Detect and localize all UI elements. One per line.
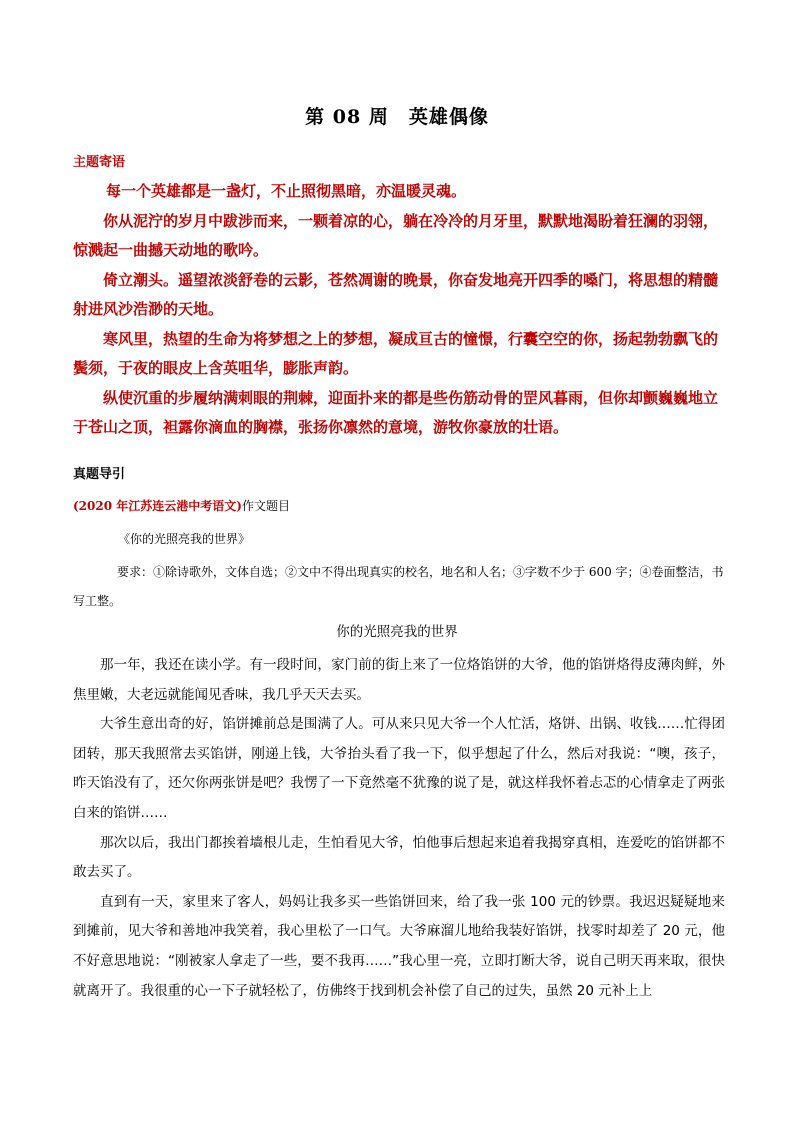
theme-paragraph: 你从泥泞的岁月中跋涉而来，一颗着凉的心，躺在冷冷的月牙里，默默地渴盼着狂澜的羽翎，惊溅起一曲撼天动地的歌吟。 xyxy=(73,211,719,259)
essay-title: 你的光照亮我的世界 xyxy=(336,624,458,640)
theme-section-label: 主题寄语 xyxy=(73,155,126,170)
theme-paragraph: 倚立潮头。遥望浓淡舒卷的云影，苍然凋谢的晚景，你奋发地亮开四季的嗓门，将思想的精髓射进风沙浩渺的天地。 xyxy=(73,270,719,318)
exam-requirements: 要求：①除诗歌外，文体自选；②文中不得出现真实的校名，地名和人名；③字数不少于 600 字；④卷面整洁，书写工整。 xyxy=(73,565,724,608)
page-title xyxy=(0,102,794,129)
week-label: 第 08 周 xyxy=(305,106,389,128)
essay-paragraph: 那次以后，我出门都挨着墙根儿走，生怕看见大爷，怕他事后想起来追着我揭穿真相，连爱吃的馅饼都不敢去买了。 xyxy=(73,834,725,881)
theme-section xyxy=(73,177,723,443)
exam-source xyxy=(73,497,723,514)
essay-paragraph: 直到有一天，家里来了客人，妈妈让我多买一些馅饼回来，给了我一张 100 元的钞票。我迟迟疑疑地来到摊前，见大爷和善地冲我笑着，我心里松了一口气。大爷麻溜儿地给我装好馅饼，找零时却差了 20 元，他不好意思地说：“刚被家人拿走了一些，要不我再……”我心里一亮，立即打断大爷，说自己明天再来取，很快就离开了。我很重的心一下子就轻松了，仿佛终于找到机会补偿了自己的过失，虽然 20 元补上上 xyxy=(73,893,725,999)
exam-prompt-title: 《你的光照亮我的世界》 xyxy=(118,532,251,546)
topic-label: 英雄偶像 xyxy=(408,106,489,128)
theme-paragraph: 每一个英雄都是一盏灯，不止照彻黑暗，亦温暖灵魂。 xyxy=(106,182,467,200)
exam-section-label: 真题导引 xyxy=(73,467,126,482)
exam-source-name: (2020 年江苏连云港中考语文) xyxy=(73,499,242,513)
essay-paragraph: 那一年，我还在读小学。有一段时间，家门前的街上来了一位烙馅饼的大爷，他的馅饼烙得皮薄肉鲜，外焦里嫩，大老远就能闻见香味，我几乎天天去买。 xyxy=(73,657,725,703)
essay-body xyxy=(73,651,725,1006)
exam-source-suffix: 作文题目 xyxy=(241,499,290,513)
essay-paragraph: 大爷生意出奇的好，馅饼摊前总是围满了人。可从来只见大爷一个人忙活，烙饼、出锅、收钱……忙得团团转，那天我照常去买馅饼，刚递上钱，大爷抬头看了我一下，似乎想起了什么，然后对我说：“噢，孩子，昨天馅没有了，还欠你两张饼是吧？我愣了一下竟然毫不犹豫的说了是，就这样我怀着忐忑的心情拿走了两张白来的馅饼…… xyxy=(73,716,725,821)
theme-paragraph: 纵使沉重的步履纳满刺眼的荆棘，迎面扑来的都是些伤筋动骨的罡风暮雨，但你却颤巍巍地立于苍山之顶，袒露你滴血的胸襟，张扬你凛然的意境，游牧你豪放的壮语。 xyxy=(73,388,719,436)
theme-paragraph: 寒风里，热望的生命为将梦想之上的梦想，凝成亘古的憧憬，行囊空空的你，扬起勃勃飘飞的鬓须，于夜的眼皮上含英咀华，膨胀声韵。 xyxy=(73,329,719,377)
